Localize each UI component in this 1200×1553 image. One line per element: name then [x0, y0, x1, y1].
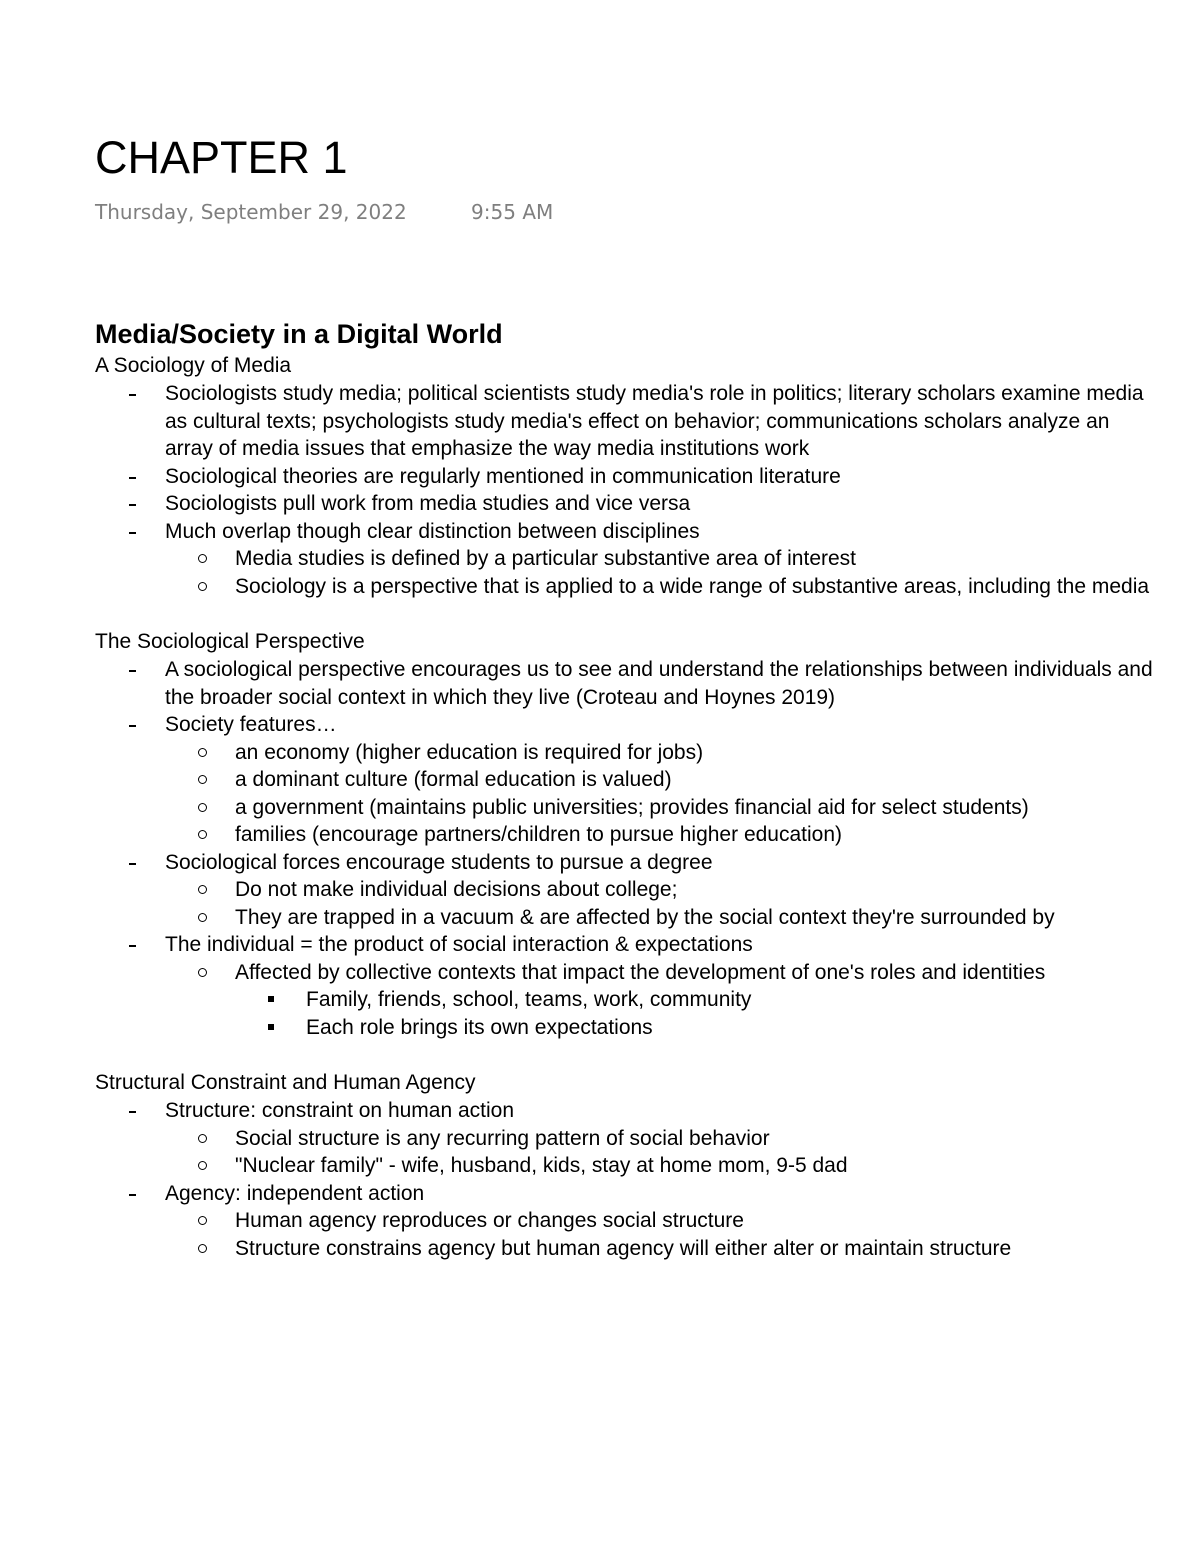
subsection-heading: A Sociology of Media	[95, 354, 292, 377]
section-title: Media/Society in a Digital World	[95, 319, 503, 349]
list-item-text: Structure: constraint on human action	[165, 1099, 515, 1122]
list-item	[95, 518, 1155, 546]
list-item	[95, 1097, 1155, 1125]
square-bullet-icon	[268, 1024, 274, 1030]
list-item-text: Society features…	[165, 713, 337, 736]
dash-bullet-icon	[129, 504, 136, 506]
list-item-text: Sociological theories are regularly mentioned in communication literature	[165, 464, 841, 488]
bullet-list	[95, 380, 1155, 600]
list-item-text: Structure constrains agency but human agency will either alter or maintain structure	[235, 1236, 1012, 1260]
section-spacer	[95, 1041, 1155, 1069]
list-item	[95, 904, 1155, 932]
note-timestamp	[95, 197, 553, 227]
list-item	[95, 986, 1155, 1014]
list-item-text: The individual = the product of social interaction & expectations	[165, 933, 753, 956]
dash-bullet-icon	[129, 1111, 136, 1113]
list-item-text: Agency: independent action	[165, 1181, 425, 1205]
list-item-text: Sociological forces encourage students to pursue a degree	[165, 850, 713, 874]
list-item-text: Sociology is a perspective that is applied to a wide range of substantive areas, including the media	[235, 574, 1150, 598]
list-item	[95, 821, 1155, 849]
list-item-text: "Nuclear family" - wife, husband, kids, stay at home mom, 9-5 dad	[235, 1154, 848, 1177]
bullet-list	[95, 656, 1155, 1041]
list-item-text: a government (maintains public universities; provides financial aid for select students)	[235, 795, 1029, 819]
list-item	[95, 849, 1155, 877]
list-item-text: Affected by collective contexts that impact the development of one's roles and identities	[235, 960, 1046, 984]
hollow-circle-bullet-icon	[198, 748, 207, 757]
dash-bullet-icon	[129, 725, 136, 727]
dash-bullet-icon	[129, 945, 136, 947]
list-item-text: Each role brings its own expectations	[306, 1015, 653, 1039]
list-item-text: Sociologists pull work from media studies and vice versa	[165, 492, 691, 515]
list-item	[95, 711, 1155, 739]
list-item-text: a dominant culture (formal education is valued)	[235, 768, 672, 791]
subsections-container	[95, 352, 1155, 1262]
hollow-circle-bullet-icon	[198, 1161, 207, 1170]
list-item-text: an economy (higher education is required for jobs)	[235, 740, 704, 764]
section-spacer	[95, 600, 1155, 628]
hollow-circle-bullet-icon	[198, 913, 207, 922]
list-item-text: Family, friends, school, teams, work, community	[306, 988, 752, 1011]
note-body	[95, 316, 1155, 1262]
list-item	[95, 1235, 1155, 1263]
list-item	[95, 1180, 1155, 1208]
list-item	[95, 1207, 1155, 1235]
list-item	[95, 1125, 1155, 1153]
dash-bullet-icon	[129, 670, 136, 672]
dash-bullet-icon	[129, 477, 136, 479]
list-item-text: Sociologists study media; political scientists study media's role in politics; literary scholars examine media as cultural texts; psychologists study media's effect on behavior; communications scholars analyze an array of media issues that emphasize the way media institutions work	[165, 382, 1144, 460]
square-bullet-icon	[268, 996, 274, 1002]
list-item-text: Human agency reproduces or changes social structure	[235, 1209, 744, 1232]
list-item-text: Media studies is defined by a particular substantive area of interest	[235, 547, 857, 570]
list-item	[95, 573, 1155, 601]
list-item-text: families (encourage partners/children to pursue higher education)	[235, 823, 843, 846]
note-time: 9:55 AM	[471, 200, 554, 224]
dash-bullet-icon	[129, 532, 136, 534]
list-item-text: Much overlap though clear distinction between disciplines	[165, 519, 700, 543]
hollow-circle-bullet-icon	[198, 830, 207, 839]
list-item	[95, 766, 1155, 794]
hollow-circle-bullet-icon	[198, 803, 207, 812]
hollow-circle-bullet-icon	[198, 1134, 207, 1143]
list-item-text: A sociological perspective encourages us to see and understand the relationships between individuals and the broader social context in which they live (Croteau and Hoynes 2019)	[165, 658, 1153, 709]
list-item-text: Social structure is any recurring pattern of social behavior	[235, 1126, 770, 1150]
hollow-circle-bullet-icon	[198, 885, 207, 894]
dash-bullet-icon	[129, 863, 136, 865]
list-item	[95, 1152, 1155, 1180]
list-item	[95, 490, 1155, 518]
hollow-circle-bullet-icon	[198, 775, 207, 784]
subsection-heading: Structural Constraint and Human Agency	[95, 1071, 476, 1094]
subsection-heading: The Sociological Perspective	[95, 630, 365, 653]
note-date: Thursday, September 29, 2022	[95, 200, 407, 224]
hollow-circle-bullet-icon	[198, 968, 207, 977]
hollow-circle-bullet-icon	[198, 582, 207, 591]
list-item-text: They are trapped in a vacuum & are affected by the social context they're surrounded by	[235, 905, 1055, 929]
list-item	[95, 1014, 1155, 1042]
list-item	[95, 794, 1155, 822]
list-item-text: Do not make individual decisions about college;	[235, 878, 678, 901]
list-item	[95, 463, 1155, 491]
hollow-circle-bullet-icon	[198, 554, 207, 563]
bullet-list	[95, 1097, 1155, 1262]
list-item	[95, 876, 1155, 904]
list-item	[95, 545, 1155, 573]
list-item	[95, 739, 1155, 767]
page-title: CHAPTER 1	[95, 132, 348, 183]
list-item	[95, 931, 1155, 959]
list-item	[95, 656, 1155, 711]
hollow-circle-bullet-icon	[198, 1216, 207, 1225]
hollow-circle-bullet-icon	[198, 1244, 207, 1253]
list-item	[95, 959, 1155, 987]
list-item	[95, 380, 1155, 463]
dash-bullet-icon	[129, 1194, 136, 1196]
dash-bullet-icon	[129, 394, 136, 396]
